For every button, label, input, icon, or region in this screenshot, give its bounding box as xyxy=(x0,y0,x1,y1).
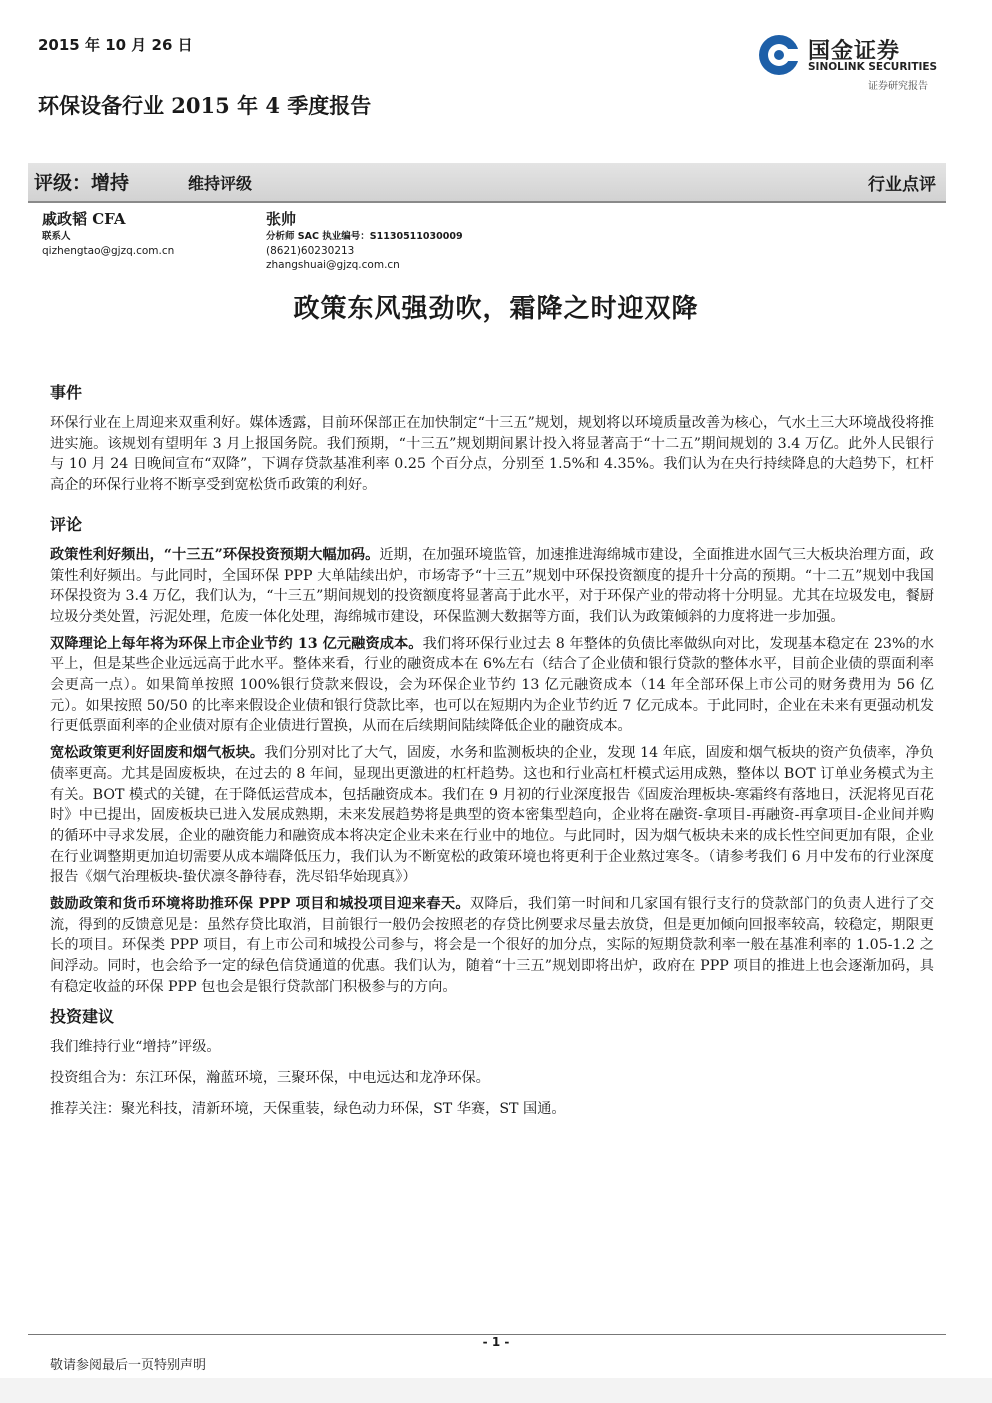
advice-portfolio-line: 投资组合为：东江环保，瀚蓝环境，三聚环保，中电远达和龙净环保。 xyxy=(50,1069,490,1086)
analyst-role: 分析师 SAC 执业编号：S1130511030009 xyxy=(266,231,463,242)
comment-paragraph xyxy=(50,894,934,998)
analyst-email[interactable]: qizhengtao@gjzq.com.cn xyxy=(42,245,175,257)
paragraph-text: 近期，在加强环境监管，加速推进海绵城市建设，全面推进水固气三大板块治理方面，政策性利好频出。与此同时，全国环保 PPP 大单陆续出炉，市场寄予“十三五”规划中环保投资额度的提升十分高的预期。“十二五”规划中我国环保投资为 3.4 万亿，我们认为，“十三五”期间规划的投资额度将显著高于此水平，对于环保产业的带动将十分明显。尤其在垃圾发电，餐厨垃圾分类处置，污泥处理，危废一体化处理，海绵城市建设，环保监测大数据等方面，我们认为政策倾斜的力度将进一步加强。 xyxy=(50,546,934,625)
comment-paragraph xyxy=(50,743,934,888)
page-number: - 1 - xyxy=(482,1335,510,1349)
rating-status: 维持评级 xyxy=(188,174,253,193)
analyst-email[interactable]: zhangshuai@gjzq.com.cn xyxy=(266,259,400,271)
rating-bar xyxy=(28,163,946,203)
paragraph-lead: 双降理论上每年将为环保上市企业节约 13 亿元融资成本。 xyxy=(50,635,423,652)
comment-paragraph xyxy=(50,634,934,738)
section-heading-advice: 投资建议 xyxy=(50,1006,115,1026)
paragraph-text: 我们将环保行业过去 8 年整体的负债比率做纵向对比，发现基本稳定在 23%的水平上，但是某些企业远远高于此水平。整体来看，行业的融资成本在 6%左右（结合了企业债和银行贷款的整体水平，目前企业债的票面利率会更高一点）。如果简单按照 100%银行贷款来假设，会为环保企业节约 13 亿元融资成本（14 年全部环保上市公司的财务费用为 56 亿元）。如果按照 50/50 的比率来假设企业债和银行贷款比率，也可以在短期内为企业节约近 7 亿元成本。于此同时，企业在未来有更强动机发行更低票面利率的企业债对原有企业债进行置换，从而在后续期间陆续降低企业的融资成本。 xyxy=(50,635,935,735)
event-paragraph: 环保行业在上周迎来双重利好。媒体透露，目前环保部正在加快制定“十三五”规划，规划将以环境质量改善为核心，气水土三大环境战役将推进实施。该规划有望明年 3 月上报国务院。我们预期，“十三五”规划期间累计投入将显著高于“十二五”期间规划的 3.4 万亿。此外人民银行与 10 月 24 日晚间宣布“双降”，下调存贷款基准利率 0.25 个百分点，分别至 1.5%和 4.35%。我们认为在央行持续降息的大趋势下，杠杆高企的环保行业将不断享受到宽松货币政策的利好。 xyxy=(50,415,934,494)
rating-label: 评级：增持 xyxy=(34,172,130,194)
advice-rating-line: 我们维持行业“增持”评级。 xyxy=(50,1038,221,1055)
logo-name-en: SINOLINK SECURITIES xyxy=(808,61,938,73)
logo-subtitle: 证券研究报告 xyxy=(868,81,928,92)
sinolink-logo-icon xyxy=(756,32,802,78)
footer-disclaimer: 敬请参阅最后一页特别声明 xyxy=(50,1358,207,1373)
paragraph-lead: 宽松政策更利好固废和烟气板块。 xyxy=(50,745,265,762)
analyst-contact xyxy=(42,208,174,258)
comment-paragraph xyxy=(50,545,934,628)
paragraph-text: 双降后，我们第一时间和几家国有银行支行的贷款部门的负责人进行了交流，得到的反馈意见是：虽然存贷比取消，目前银行一般仍会按照老的存贷比例要求尽量去放贷，但是更加倾向回报率较高，较稳定，期限更长的项目。环保类 PPP 项目，有上市公司和城投公司参与，将会是一个很好的加分点，实际的短期贷款利率一般在基准利率的 1.05-1.2 之间浮动。同时，也会给予一定的绿色信贷通道的优惠。我们认为，随着“十三五”规划即将出炉，政府在 PPP 项目的推进上也会逐渐加码，具有稳定收益的环保 PPP 包也会是银行贷款部门积极参与的方向。 xyxy=(50,896,934,995)
paragraph-lead: 政策性利好频出，“十三五”环保投资预期大幅加码。 xyxy=(50,546,380,563)
report-title: 环保设备行业 2015 年 4 季度报告 xyxy=(38,93,372,118)
logo-name-cn: 国金证券 xyxy=(808,39,901,64)
paragraph-text: 我们分别对比了大气，固废，水务和监测板块的企业，发现 14 年底，固废和烟气板块的资产负债率，净负债率更高。尤其是固废板块，在过去的 8 年间，显现出更激进的杠杆趋势。这也和行业高杠杆模式运用成熟，整体以 BOT 订单业务模式为主有关。BOT 模式的关键，在于降低运营成本，包括融资成本。我们在 9 月初的行业深度报告《固废治理板块-寒霜终有落地日，沃泥将见百花时》中已提出，固废板块已进入发展成熟期，未来发展趋势将是典型的资本密集型趋向，企业将在融资-拿项目-再融资-再拿项目-企业间并购的循环中寻求发展，企业的融资能力和融资成本将决定企业未来在行业中的地位。与此同时，因为烟气板块未来的成长性空间更加有限，企业在行业调整期更加迫切需要从成本端降低压力，我们认为不断宽松的政策环境也将更利于企业熬过寒冬。（请参考我们 6 月中发布的行业深度报告《烟气治理板块-蛰伏凛冬静待春，洗尽铅华始现真》） xyxy=(50,745,934,886)
analyst-name: 张帅 xyxy=(266,210,297,228)
report-body xyxy=(50,380,934,1130)
advice-watchlist-line: 推荐关注：聚光科技，清新环境，天保重装，绿色动力环保，ST 华赛，ST 国通。 xyxy=(50,1100,566,1117)
report-type: 行业点评 xyxy=(868,175,936,195)
report-date: 2015 年 10 月 26 日 xyxy=(38,36,193,54)
section-heading-event: 事件 xyxy=(50,383,83,402)
analyst-main xyxy=(266,208,463,272)
bottom-band xyxy=(0,1378,992,1403)
section-heading-comment: 评论 xyxy=(50,514,83,534)
analyst-name: 戚政韬 CFA xyxy=(42,210,126,228)
analyst-role: 联系人 xyxy=(42,231,71,242)
company-logo xyxy=(756,32,946,92)
headline: 政策东风强劲吹，霜降之时迎双降 xyxy=(293,294,699,324)
paragraph-lead: 鼓励政策和货币环境将助推环保 PPP 项目和城投项目迎来春天。 xyxy=(50,896,470,913)
analyst-phone: (8621)60230213 xyxy=(266,245,355,257)
